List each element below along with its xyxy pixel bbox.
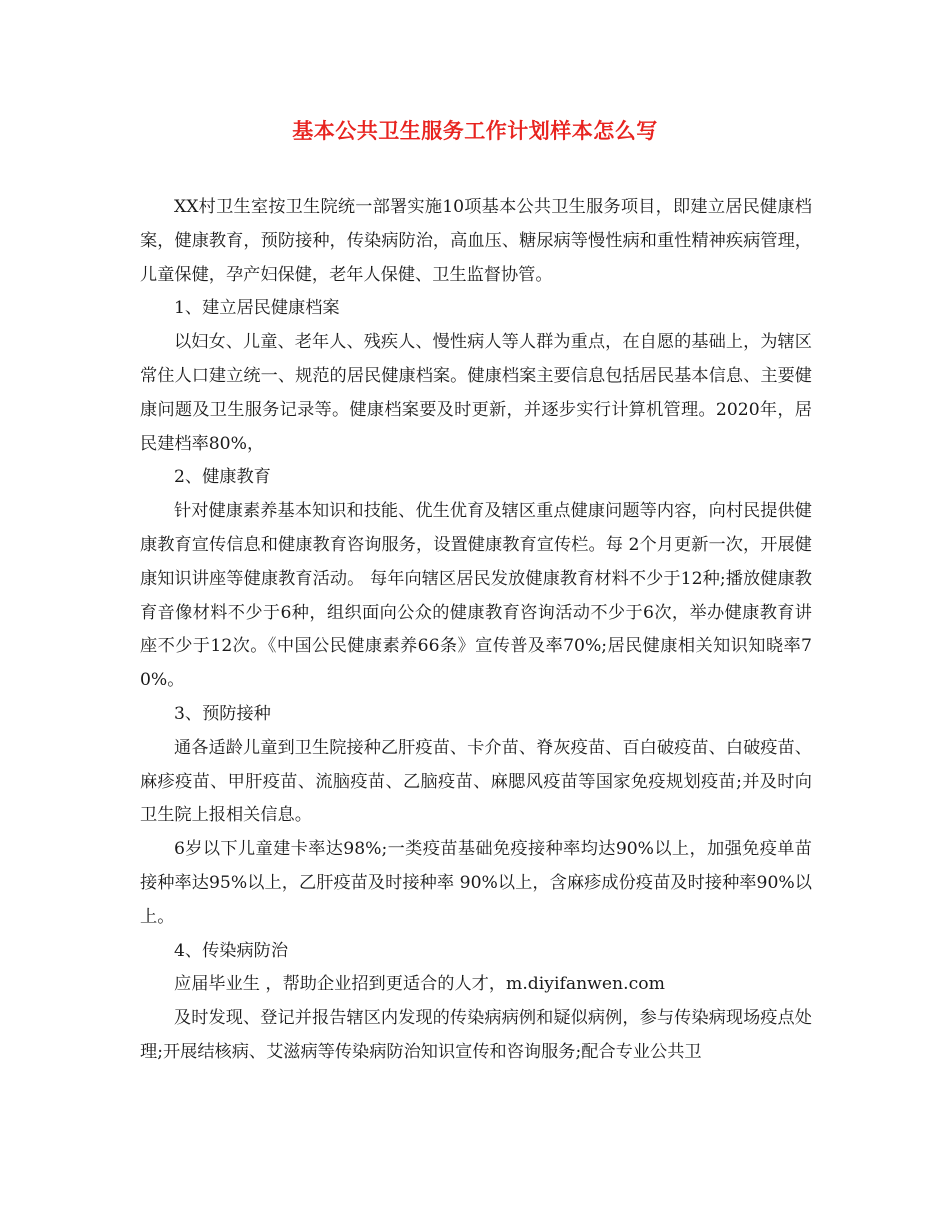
vaccination-rates-paragraph: 6岁以下儿童建卡率达98%;一类疫苗基础免疫接种率均达90%以上，加强免疫单苗接种率达95%以上，乙肝疫苗及时接种率 90%以上，含麻疹成份疫苗及时接种率90%以上。 [140, 839, 812, 927]
section-heading-vaccination: 3、预防接种 [174, 703, 271, 724]
health-education-paragraph: 针对健康素养基本知识和技能、优生优育及辖区重点健康问题等内容，向村民提供健康教育宣传信息和健康教育咨询服务，设置健康教育宣传栏。每 2个月更新一次，开展健康知识讲座等健康教育活动。 每年向辖区居民发放健康教育材料不少于12种;播放健康教育音像材料不少于6种，组织面向公众的健康教育咨询活动不少于6次，举办健康教育讲座不少于12次。《中国公民健康素养66条》宣传普及率70%;居民健康相关知识知晓率70%。 [140, 501, 812, 691]
section-heading-health-records: 1、建立居民健康档案 [174, 298, 340, 319]
infectious-disease-paragraph: 及时发现、登记并报告辖区内发现的传染病病例和疑似病例，参与传染病现场疫点处理;开展结核病、艾滋病等传染病防治知识宣传和咨询服务;配合专业公共卫 [140, 1008, 812, 1062]
section-heading-infectious-disease: 4、传染病防治 [174, 940, 289, 961]
document-body [140, 191, 812, 1070]
section-heading-health-education: 2、健康教育 [174, 467, 271, 488]
health-records-paragraph: 以妇女、儿童、老年人、残疾人、慢性病人等人群为重点，在自愿的基础上，为辖区常住人口建立统一、规范的居民健康档案。健康档案主要信息包括居民基本信息、主要健康问题及卫生服务记录等。健康档案要及时更新，并逐步实行计算机管理。2020年，居民建档率80%， [140, 332, 812, 454]
document-title: 基本公共卫生服务工作计划样本怎么写 [292, 118, 658, 143]
promo-line: 应届毕业生 ，帮助企业招到更适合的人才，m.diyifanwen.com [174, 974, 665, 995]
vaccination-paragraph: 通各适龄儿童到卫生院接种乙肝疫苗、卡介苗、脊灰疫苗、百白破疫苗、白破疫苗、麻疹疫苗、甲肝疫苗、流脑疫苗、乙脑疫苗、麻腮风疫苗等国家免疫规划疫苗;并及时向卫生院上报相关信息。 [140, 737, 812, 826]
intro-paragraph: XX村卫生室按卫生院统一部署实施10项基本公共卫生服务项目，即建立居民健康档案，健康教育，预防接种，传染病防治，高血压、糖尿病等慢性病和重性精神疾病管理，儿童保健，孕产妇保健，老年人保健、卫生监督协管。 [140, 197, 812, 285]
